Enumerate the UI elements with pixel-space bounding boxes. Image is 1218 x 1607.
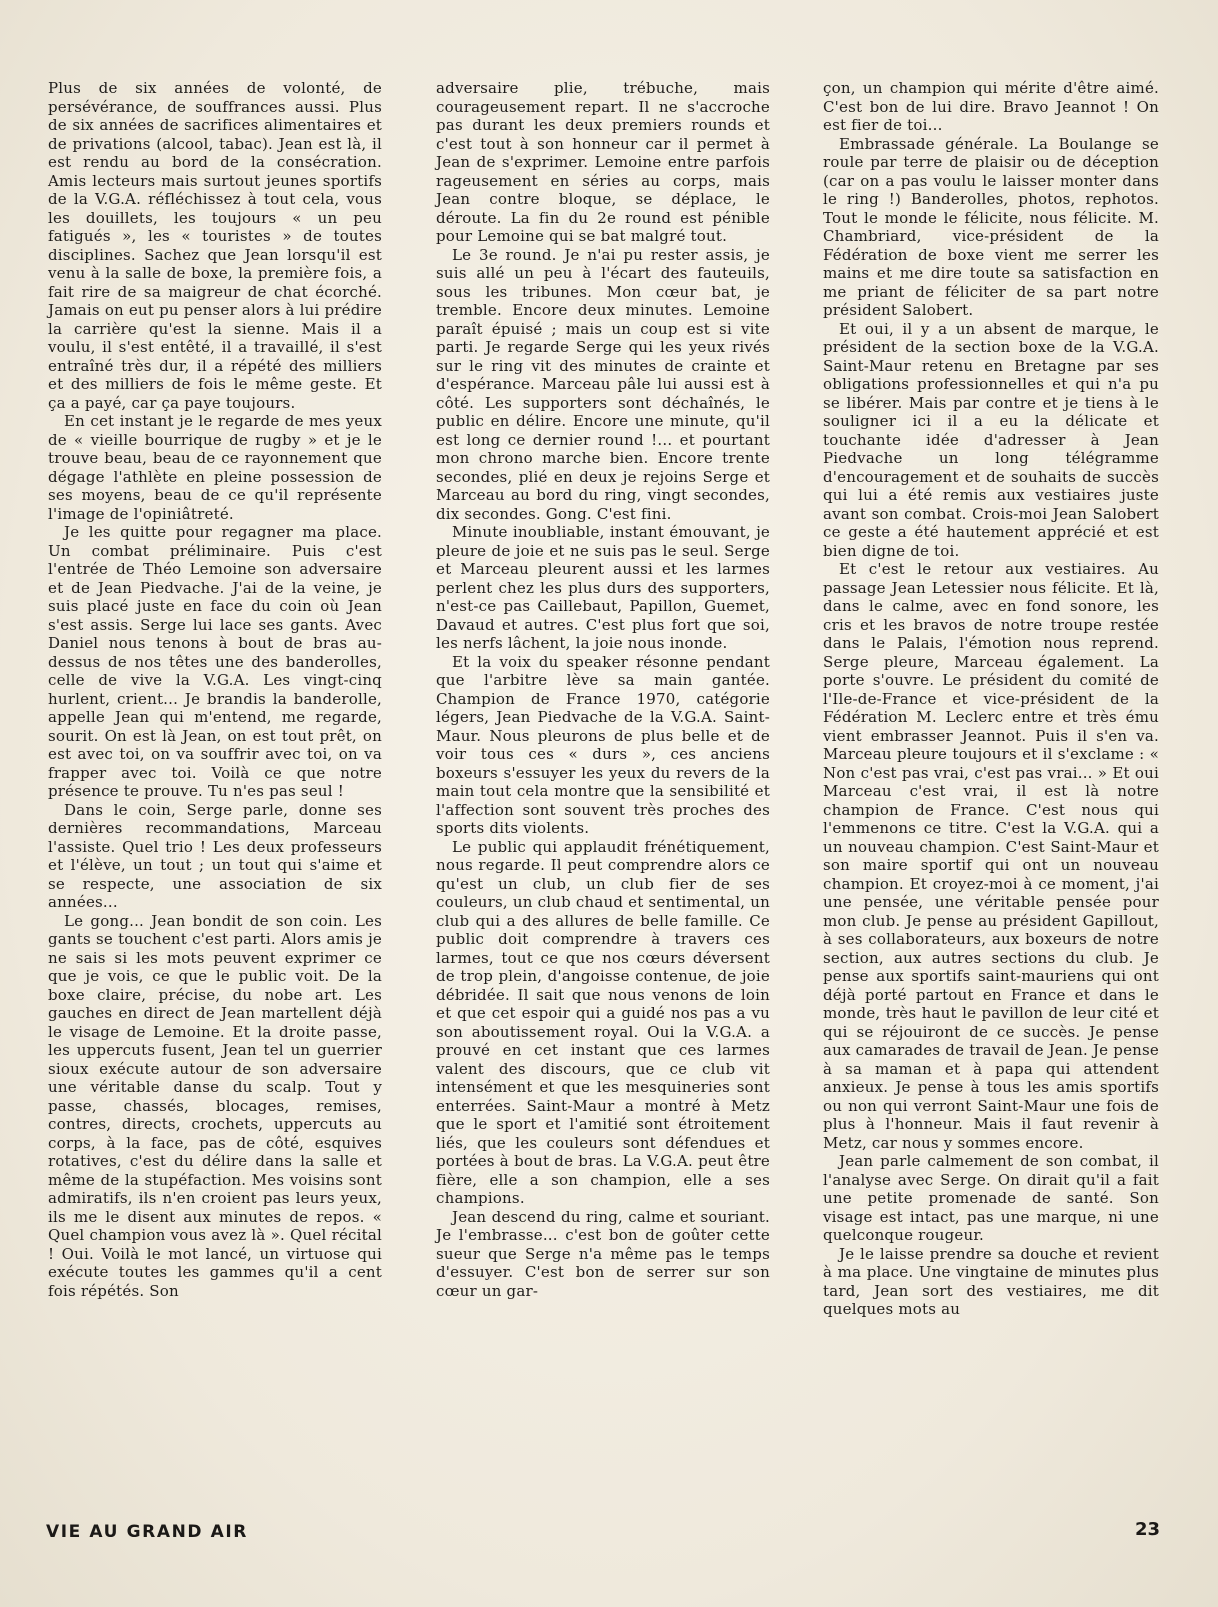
paragraph: Embrassade générale. La Boulange se roule par terre de plaisir ou de déception (car on a pas voulu le laisser monter dans le ring !) Banderolles, photos, rephotos. Tout le monde le félicite, nous félicite. M. Chambriard, vice-président de la Fédération de boxe vient me serrer les mains et me dire toute sa satisfaction en me priant de féliciter de sa part notre président Salobert. [823, 134, 1159, 319]
paragraph: Je les quitte pour regagner ma place. Un combat préliminaire. Puis c'est l'entrée de Théo Lemoine son adversaire et de Jean Piedvache. J'ai de la veine, je suis placé juste en face du coin où Jean s'est assis. Serge lui lace ses gants. Avec Daniel nous tenons à bout de bras au-dessus de nos têtes une des banderolles, celle de vive la V.G.A. Les vingt-cinq hurlent, crient... Je brandis la banderolle, appelle Jean qui m'entend, me regarde, sourit. On est là Jean, on est tout prêt, on est avec toi, on va souffrir avec toi, on va frapper avec toi. Voilà ce que notre présence te prouve. Tu n'es pas seul ! [48, 523, 382, 800]
text-column-3 [823, 79, 1159, 1319]
paragraph: Et c'est le retour aux vestiaires. Au passage Jean Letessier nous félicite. Et là, dans le calme, avec en fond sonore, les cris et les bravos de notre troupe restée dans le Palais, l'émotion nous reprend. Serge pleure, Marceau également. La porte s'ouvre. Le président du comité de l'Ile-de-France et vice-président de la Fédération M. Leclerc entre et très ému vient embrasser Jeannot. Puis il s'en va. Marceau pleure toujours et il s'exclame : « Non c'est pas vrai, c'est pas vrai... » Et oui Marceau c'est vrai, il est là notre champion de France. C'est nous qui l'emmenons ce titre. C'est la V.G.A. qui a un nouveau champion. C'est Saint-Maur et son maire sportif qui ont un nouveau champion. Et croyez-moi à ce moment, j'ai une pensée, une véritable pensée pour mon club. Je pense au président Gapillout, à ses collaborateurs, aux boxeurs de notre section, aux autres sections du club. Je pense aux sportifs saint-mauriens qui ont déjà porté partout en France et dans le monde, très haut le pavillon de leur cité et qui se réjouiront de ce succès. Je pense aux camarades de travail de Jean. Je pense à sa maman et à papa qui attendent anxieux. Je pense à tous les amis sportifs ou non qui verront Saint-Maur une fois de plus à l'honneur. Mais il faut revenir à Metz, car nous y sommes encore. [823, 560, 1159, 1152]
paragraph: En cet instant je le regarde de mes yeux de « vieille bourrique de rugby » et je le trouve beau, beau de ce rayonnement que dégage l'athlète en pleine possession de ses moyens, beau de ce qu'il représente l'image de l'opiniâtreté. [48, 412, 382, 523]
paragraph: Le 3e round. Je n'ai pu rester assis, je suis allé un peu à l'écart des fauteuils, sous les tribunes. Mon cœur bat, je tremble. Encore deux minutes. Lemoine paraît épuisé ; mais un coup est si vite parti. Je regarde Serge qui les yeux rivés sur le ring vit des minutes de crainte et d'espérance. Marceau pâle lui aussi est à côté. Les supporters sont déchaînés, le public en délire. Encore une minute, qu'il est long ce dernier round !... et pourtant mon chrono marche bien. Encore trente secondes, plié en deux je rejoins Serge et Marceau au bord du ring, vingt secondes, dix secondes. Gong. C'est fini. [436, 245, 770, 523]
paragraph: Minute inoubliable, instant émouvant, je pleure de joie et ne suis pas le seul. Serge et Marceau pleurent aussi et les larmes perlent chez les plus durs des supporters, n'est-ce pas Caillebaut, Papillon, Guemet, Davaud et autres. C'est plus fort que soi, les nerfs lâchent, la joie nous inonde. [436, 523, 770, 652]
paragraph: Le public qui applaudit frénétiquement, nous regarde. Il peut comprendre alors ce qu'est un club, un club fier de ses couleurs, un club chaud et sentimental, un club qui a des allures de belle famille. Ce public doit comprendre à travers ces larmes, tout ce que nos cœurs déversent de trop plein, d'angoisse contenue, de joie débridée. Il sait que nous venons de loin et que cet espoir qui a guidé nos pas a vu son aboutissement royal. Oui la V.G.A. a prouvé en cet instant que ces larmes valent des discours, que ce club vit intensément et que les mesquineries sont enterrées. Saint-Maur a montré à Metz que le sport et l'amitié sont étroitement liés, que les couleurs sont défendues et portées à bout de bras. La V.G.A. peut être fière, elle a son champion, elle a ses champions. [436, 837, 770, 1207]
paragraph: Le gong... Jean bondit de son coin. Les gants se touchent c'est parti. Alors amis je ne sais si les mots peuvent exprimer ce que je vois, ce que le public voit. De la boxe claire, précise, du nobe art. Les gauches en direct de Jean martellent déjà le visage de Lemoine. Et la droite passe, les uppercuts fusent, Jean tel un guerrier sioux exécute autour de son adversaire une véritable danse du scalp. Tout y passe, chassés, blocages, remises, contres, directs, crochets, uppercuts au corps, à la face, pas de côté, esquives rotatives, c'est du délire dans la salle et même de la stupéfaction. Mes voisins sont admiratifs, ils n'en croient pas leurs yeux, ils me le disent aux minutes de repos. « Quel champion vous avez là ». Quel récital ! Oui. Voilà le mot lancé, un virtuose qui exécute toutes les gammes qu'il a cent fois répétés. Son [48, 911, 382, 1300]
text-column-1 [48, 79, 382, 1300]
paragraph: çon, un champion qui mérite d'être aimé. C'est bon de lui dire. Bravo Jeannot ! On est fier de toi... [823, 79, 1159, 134]
paragraph: Jean parle calmement de son combat, il l'analyse avec Serge. On dirait qu'il a fait une petite promenade de santé. Son visage est intact, pas une marque, ni une quelconque rougeur. [823, 1152, 1159, 1244]
text-column-2 [436, 79, 770, 1300]
paragraph: adversaire plie, trébuche, mais courageusement repart. Il ne s'accroche pas durant les deux premiers rounds et c'est tout à son honneur car il permet à Jean de s'exprimer. Lemoine entre parfois rageusement en séries au corps, mais Jean contre bloque, se déplace, le déroute. La fin du 2e round est pénible pour Lemoine qui se bat malgré tout. [436, 79, 770, 245]
magazine-title: VIE AU GRAND AIR [46, 1522, 248, 1542]
paragraph: Plus de six années de volonté, de persévérance, de souffrances aussi. Plus de six années de sacrifices alimentaires et de privations (alcool, tabac). Jean est là, il est rendu au bord de la consécration. Amis lecteurs mais surtout jeunes sportifs de la V.G.A. réfléchissez à tout cela, vous les douillets, les toujours « un peu fatigués », les « touristes » de toutes disciplines. Sachez que Jean lorsqu'il est venu à la salle de boxe, la première fois, a fait rire de sa maigreur de chat écorché. Jamais on eut pu penser alors à lui prédire la carrière qu'est la sienne. Mais il a voulu, il s'est entêté, il a travaillé, il s'est entraîné très dur, il a répété des milliers et des milliers de fois le même geste. Et ça a payé, car ça paye toujours. [48, 79, 382, 412]
paragraph: Et oui, il y a un absent de marque, le président de la section boxe de la V.G.A. Saint-Maur retenu en Bretagne par ses obligations professionnelles et qui n'a pu se libérer. Mais par contre et je tiens à le souligner ici il a eu la délicate et touchante idée d'adresser à Jean Piedvache un long télégramme d'encouragement et de souhaits de succès qui lui a été remis aux vestiaires juste avant son combat. Crois-moi Jean Salobert ce geste a été hautement apprécié et est bien digne de toi. [823, 319, 1159, 560]
paragraph: Je le laisse prendre sa douche et revient à ma place. Une vingtaine de minutes plus tard, Jean sort des vestiaires, me dit quelques mots au [823, 1244, 1159, 1318]
paragraph: Jean descend du ring, calme et souriant. Je l'embrasse... c'est bon de goûter cette sueur que Serge n'a même pas le temps d'essuyer. C'est bon de serrer sur son cœur un gar- [436, 1207, 770, 1300]
page-number: 23 [1134, 1519, 1160, 1540]
paragraph: Et la voix du speaker résonne pendant que l'arbitre lève sa main gantée. Champion de France 1970, catégorie légers, Jean Piedvache de la V.G.A. Saint-Maur. Nous pleurons de plus belle et de voir tous ces « durs », ces anciens boxeurs s'essuyer les yeux du revers de la main tout cela montre que la sensibilité et l'affection sont souvent très proches des sports dits violents. [436, 652, 770, 837]
paragraph: Dans le coin, Serge parle, donne ses dernières recommandations, Marceau l'assiste. Quel trio ! Les deux professeurs et l'élève, un tout ; un tout qui s'aime et se respecte, une association de six années... [48, 800, 382, 911]
